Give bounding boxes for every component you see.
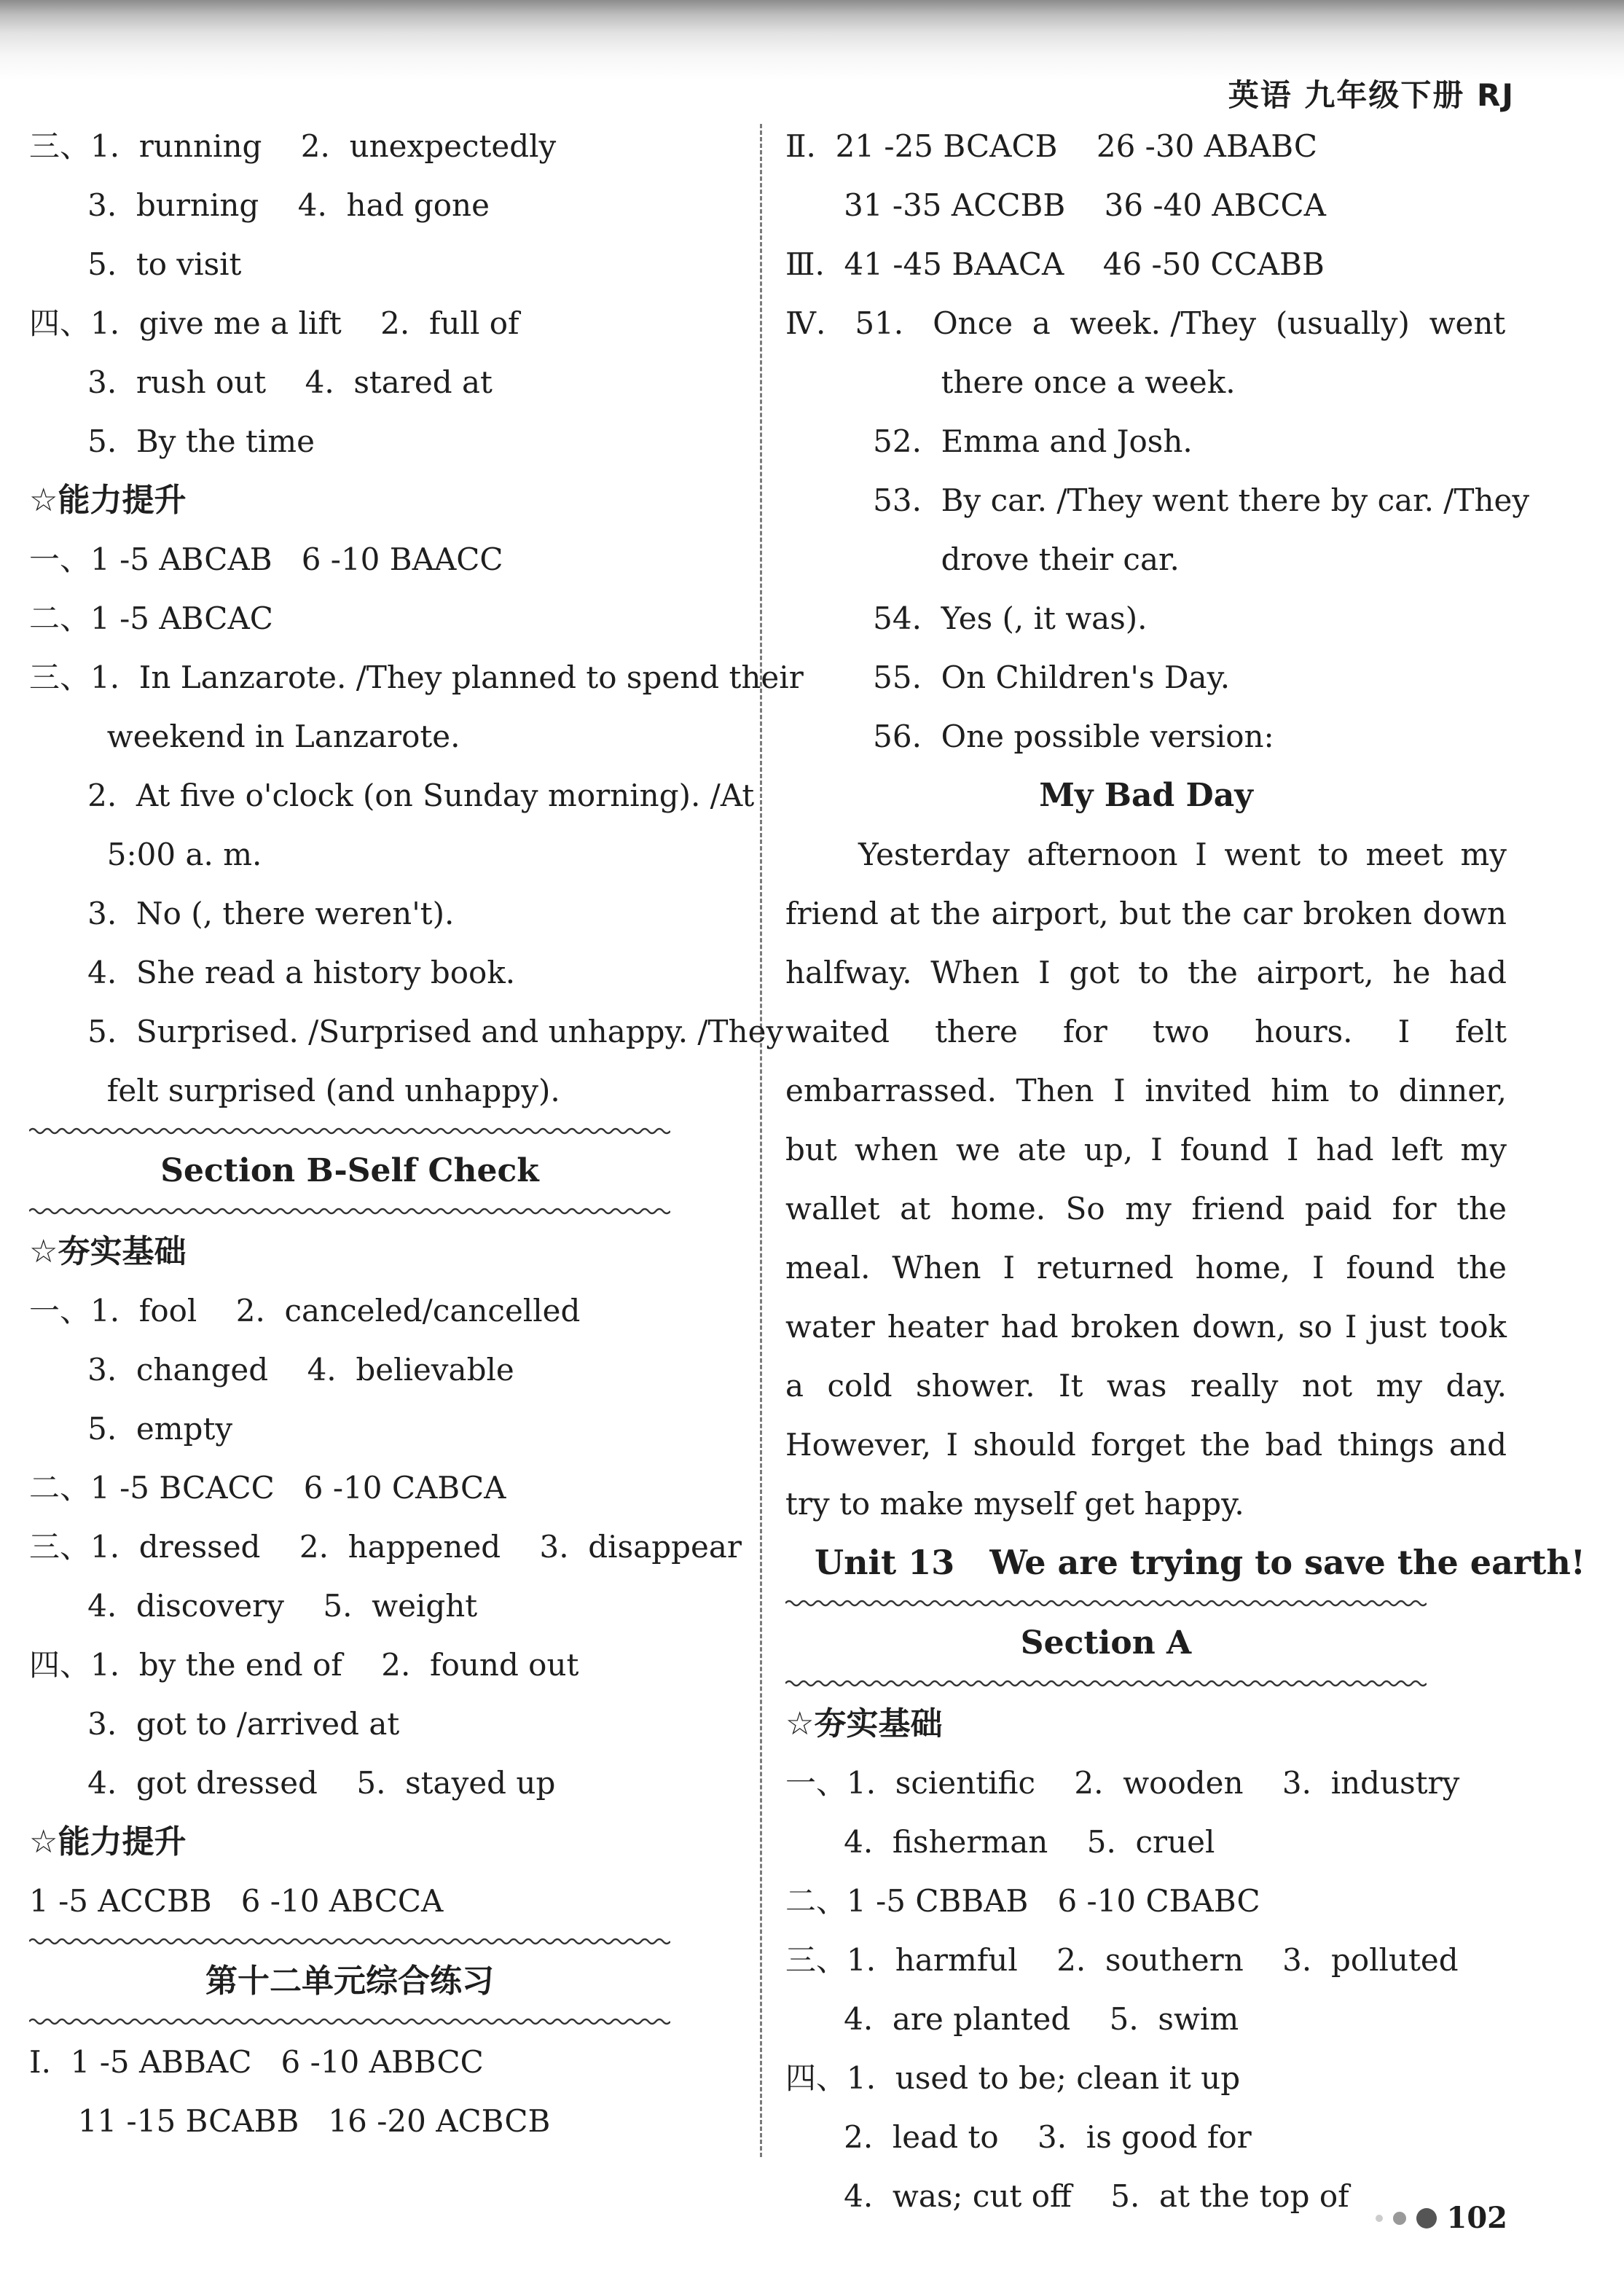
answer-line: 一、1. fool 2. canceled/cancelled [29,1293,581,1329]
answer-line: Ⅳ. 51. Once a week. /They (usually) went [785,305,1506,341]
answer-line: 4. She read a history book. [29,955,516,990]
column-divider [760,124,762,2157]
answer-line: 56. One possible version: [785,719,1274,754]
answer-line: 5. By the time [87,423,315,459]
answer-line: 三、1. running 2. unexpectedly [29,128,557,164]
answer-line: 3. got to /arrived at [29,1706,400,1742]
answer-line: 一、1. scientific 2. wooden 3. industry [785,1765,1460,1801]
section-banner [785,1592,1507,1694]
section-title: 第十二单元综合练习 [205,1963,494,2000]
answer-line: 四、1. give me a lift 2. full of [29,305,519,341]
answer-line: 三、1. harmful 2. southern 3. polluted [785,1942,1459,1978]
answer-line: 3. burning 4. had gone [87,187,490,223]
page-header: 英语 九年级下册 RJ [1228,77,1515,113]
section-title: Section B-Self Check [160,1152,539,1189]
answer-line: Ⅱ. 21 -25 BCACB 26 -30 ABABC [785,128,1317,164]
answer-line: 5. Surprised. /Surprised and unhappy. /They [29,1014,784,1049]
page-footer [1376,2201,1508,2235]
section-title: Section A [1020,1624,1192,1662]
basic-heading: ☆夯实基础 [785,1705,943,1742]
essay-title: My Bad Day [1039,777,1253,814]
page-number: 102 [1446,2201,1507,2235]
answer-line: 3. No (, there weren't). [29,896,455,931]
answer-line: 5. to visit [87,246,242,282]
answer-line: 5. empty [29,1411,233,1447]
top-shadow-band [0,0,1624,80]
answer-line: Ⅲ. 41 -45 BAACA 46 -50 CCABB [785,246,1325,282]
answer-line: 3. rush out 4. stared at [87,364,493,400]
answer-line: 2. At five o'clock (on Sunday morning). /At [29,778,755,813]
answer-line: 4. fisherman 5. cruel [785,1824,1215,1860]
answer-line: 四、1. by the end of 2. found out [29,1647,579,1683]
answer-line: 3. changed 4. believable [29,1352,514,1388]
unit-heading: Unit 13 We are trying to save the earth! [815,1543,1585,1582]
answer-line: 53. By car. /They went there by car. /They [785,482,1530,518]
answer-line: 11 -15 BCABB 16 -20 ACBCB [29,2103,551,2139]
wavy-rule-icon [29,1206,670,1216]
answer-line: drove their car. [785,541,1180,577]
answer-line: weekend in Lanzarote. [29,719,460,754]
answer-line: 55. On Children's Day. [785,660,1231,695]
section-banner [29,1930,750,2032]
answer-line: 二、1 -5 ABCAC [29,600,273,636]
dot-icon [1376,2215,1383,2222]
answer-line: 一、1 -5 ABCAB 6 -10 BAACC [29,541,503,577]
section-banner [29,1120,750,1222]
basic-heading: ☆夯实基础 [29,1233,187,1270]
answer-line: 三、1. dressed 2. happened 3. disappear [29,1529,742,1565]
answer-line: 1 -5 ACCBB 6 -10 ABCCA [29,1883,444,1919]
dot-icon [1416,2208,1437,2229]
left-column [29,117,804,2180]
answer-line: 31 -35 ACCBB 36 -40 ABCCA [785,187,1326,223]
answer-line: 二、1 -5 CBBAB 6 -10 CBABC [785,1883,1260,1919]
answer-line: 四、1. used to be; clean it up [785,2060,1241,2096]
right-column [785,117,1585,2214]
dot-icon [1393,2212,1406,2225]
answer-line: 4. was; cut off 5. at the top of [785,2178,1349,2214]
answer-line: 2. lead to 3. is good for [785,2119,1252,2155]
answer-line: Ⅰ. 1 -5 ABBAC 6 -10 ABBCC [29,2044,484,2080]
answer-line: 5:00 a. m. [29,837,262,872]
answer-line: felt surprised (and unhappy). [29,1073,560,1108]
answer-line: 4. are planted 5. swim [785,2001,1239,2037]
answer-line: 52. Emma and Josh. [785,423,1193,459]
answer-line: 三、1. In Lanzarote. /They planned to spend their [29,660,804,695]
essay-body: Yesterday afternoon I went to meet my friend at the airport, but the car broken down halfway. When I got to the airport, he had waited there for two hours. I felt embarrassed. Then I invited him to dinner, but when we ate up, I found I had left my wallet at home. So my friend paid for the meal. When I returned home, I found the water heater had broken down, so I just took a cold shower. It was really not my day. However, I should forget the bad things and try to make myself get happy. [785,837,1507,1522]
answer-line: 二、1 -5 BCACC 6 -10 CABCA [29,1470,506,1506]
ability-heading: ☆能力提升 [29,1823,187,1860]
answer-line: 4. discovery 5. weight [29,1588,478,1624]
answer-line: 4. got dressed 5. stayed up [29,1765,556,1801]
answer-line: there once a week. [785,364,1236,400]
answer-line: 54. Yes (, it was). [785,600,1148,636]
wavy-rule-icon [29,2016,670,2027]
ability-heading: ☆能力提升 [29,482,187,519]
wavy-rule-icon [785,1678,1427,1689]
